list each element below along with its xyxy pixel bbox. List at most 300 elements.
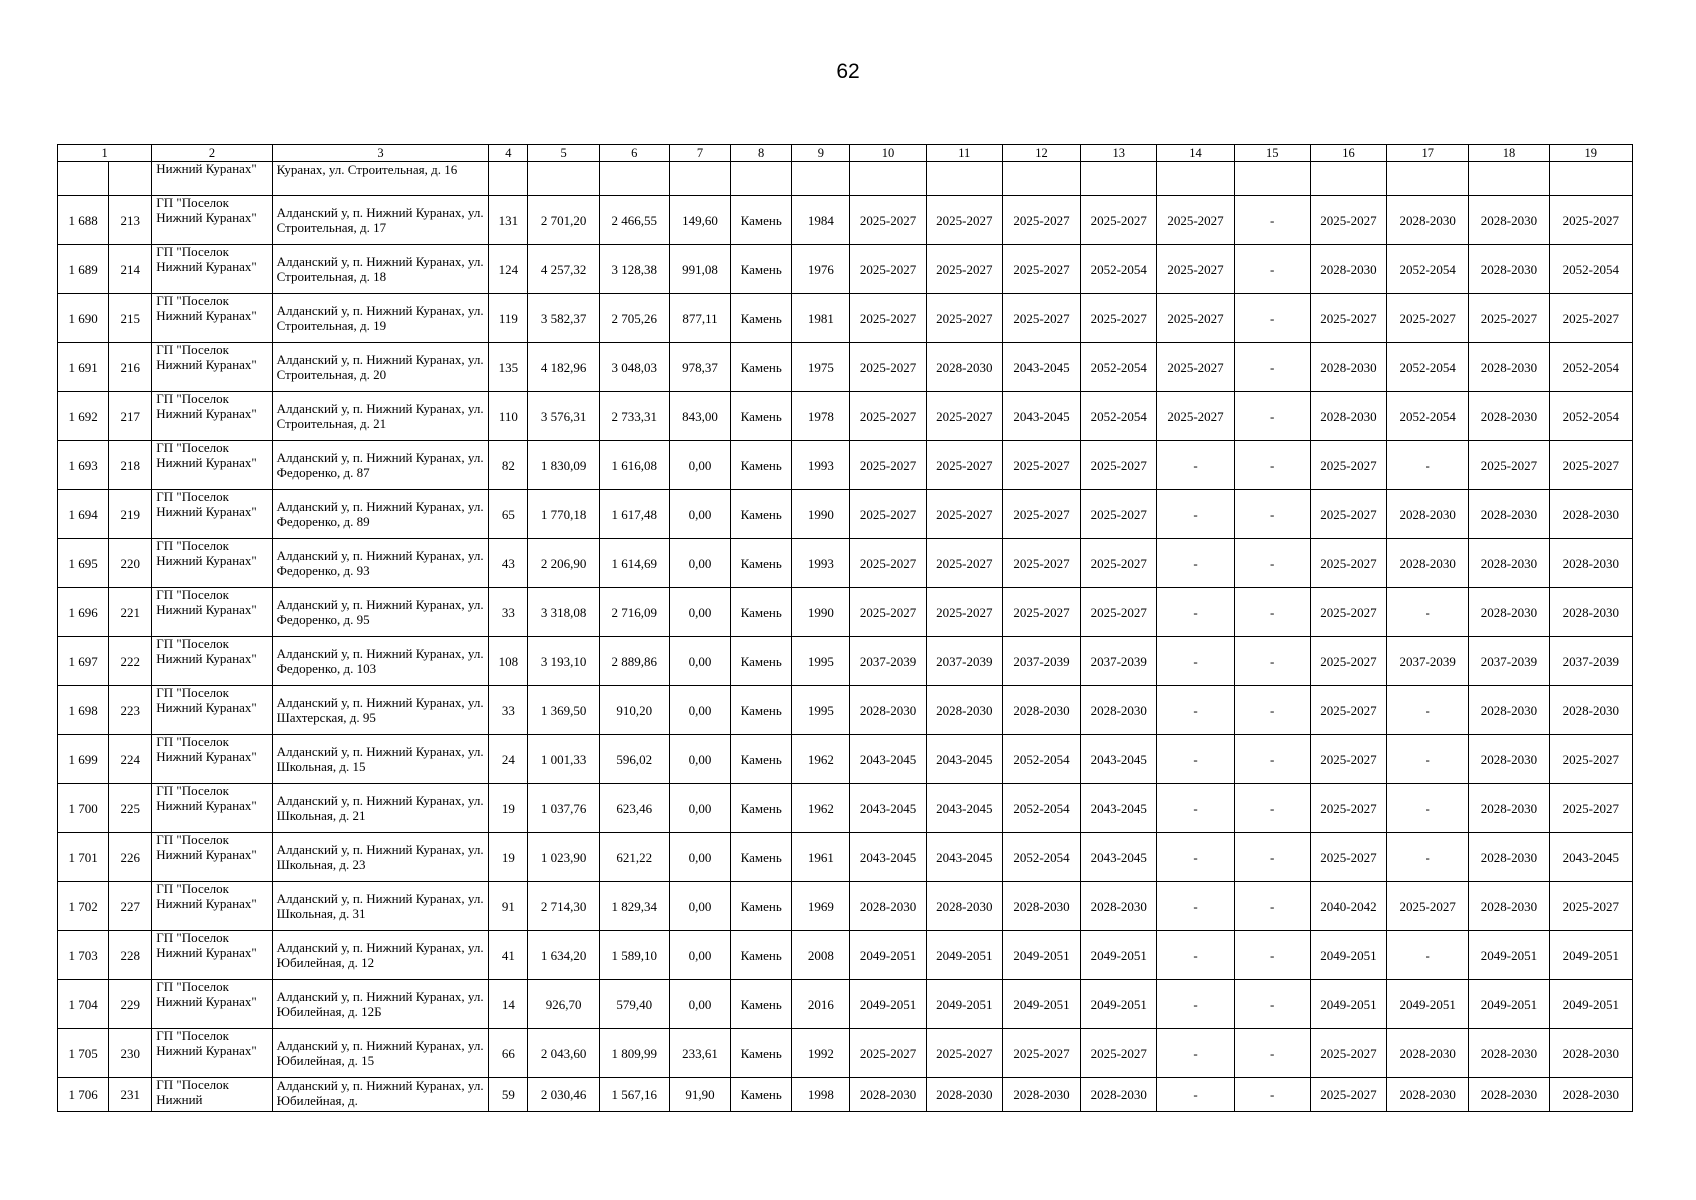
cell-col-5: 2 030,46	[528, 1078, 599, 1112]
cell-col-6: 1 829,34	[599, 882, 669, 931]
table-row	[58, 1029, 1633, 1078]
cell-col-19: 2025-2027	[1549, 441, 1632, 490]
cell-col-5: 1 634,20	[528, 931, 599, 980]
cell-col-18: 2037-2039	[1469, 637, 1549, 686]
cell-col-6: 2 716,09	[599, 588, 669, 637]
cell-col-12: 2052-2054	[1002, 784, 1080, 833]
cell-item-number: 229	[109, 980, 152, 1029]
cell-col-12: 2025-2027	[1002, 539, 1080, 588]
cell-col-11: 2028-2030	[926, 343, 1002, 392]
cell-col-19: 2025-2027	[1549, 735, 1632, 784]
cell-build-year: 1990	[792, 490, 850, 539]
cell-col-5: 1 830,09	[528, 441, 599, 490]
cell-col-14: -	[1157, 784, 1234, 833]
cell-empty	[109, 162, 152, 196]
cell-item-number: 227	[109, 882, 152, 931]
table-row	[58, 588, 1633, 637]
cell-col-16: 2040-2042	[1310, 882, 1386, 931]
cell-col-6: 3 048,03	[599, 343, 669, 392]
cell-col-10: 2028-2030	[850, 1078, 926, 1112]
cell-empty	[1234, 162, 1310, 196]
cell-item-number: 230	[109, 1029, 152, 1078]
cell-col-11: 2025-2027	[926, 490, 1002, 539]
cell-col-6: 910,20	[599, 686, 669, 735]
cell-municipality: ГП "Поселок Нижний Куранах"	[152, 441, 272, 490]
cell-col-13: 2025-2027	[1081, 539, 1157, 588]
cell-empty	[1002, 162, 1080, 196]
table-body	[58, 145, 1633, 1112]
cell-col-5: 4 257,32	[528, 245, 599, 294]
cell-col-19: 2052-2054	[1549, 245, 1632, 294]
cell-col-14: -	[1157, 882, 1234, 931]
cell-col-10: 2049-2051	[850, 980, 926, 1029]
cell-empty	[58, 162, 109, 196]
cell-municipality: ГП "Поселок Нижний Куранах"	[152, 637, 272, 686]
cell-address: Алданский у, п. Нижний Куранах, ул. Федоренко, д. 103	[272, 637, 489, 686]
cell-col-19: 2028-2030	[1549, 686, 1632, 735]
cell-col-17: -	[1387, 735, 1469, 784]
page-number: 62	[836, 60, 860, 83]
cell-col-7: 877,11	[669, 294, 730, 343]
cell-col-19: 2052-2054	[1549, 343, 1632, 392]
cell-col-6: 3 128,38	[599, 245, 669, 294]
cell-col-19: 2025-2027	[1549, 294, 1632, 343]
cell-col-10: 2049-2051	[850, 931, 926, 980]
cell-col-13: 2025-2027	[1081, 196, 1157, 245]
cell-col-11: 2025-2027	[926, 392, 1002, 441]
cell-col-15: -	[1234, 882, 1310, 931]
cell-col-15: -	[1234, 196, 1310, 245]
cell-col-19: 2028-2030	[1549, 539, 1632, 588]
column-header: 4	[489, 145, 528, 162]
cell-col-7: 0,00	[669, 980, 730, 1029]
cell-wall-material: Камень	[731, 343, 792, 392]
cell-empty	[1310, 162, 1386, 196]
cell-col-14: 2025-2027	[1157, 196, 1234, 245]
cell-col-17: 2049-2051	[1387, 980, 1469, 1029]
cell-col-16: 2025-2027	[1310, 686, 1386, 735]
column-header: 5	[528, 145, 599, 162]
cell-build-year: 1978	[792, 392, 850, 441]
cell-col-11: 2043-2045	[926, 735, 1002, 784]
cell-municipality: Нижний Куранах"	[152, 162, 272, 196]
cell-col-12: 2043-2045	[1002, 343, 1080, 392]
cell-col-5: 3 193,10	[528, 637, 599, 686]
cell-col-16: 2028-2030	[1310, 392, 1386, 441]
cell-col-7: 0,00	[669, 637, 730, 686]
cell-col-12: 2049-2051	[1002, 980, 1080, 1029]
cell-item-number: 217	[109, 392, 152, 441]
cell-municipality: ГП "Поселок Нижний Куранах"	[152, 588, 272, 637]
cell-col-16: 2025-2027	[1310, 1029, 1386, 1078]
cell-municipality: ГП "Поселок Нижний Куранах"	[152, 686, 272, 735]
cell-empty	[528, 162, 599, 196]
cell-registry-number: 1 689	[58, 245, 109, 294]
cell-col-15: -	[1234, 833, 1310, 882]
cell-build-year: 1993	[792, 441, 850, 490]
cell-col-4: 91	[489, 882, 528, 931]
cell-col-6: 2 705,26	[599, 294, 669, 343]
cell-col-12: 2037-2039	[1002, 637, 1080, 686]
cell-col-10: 2025-2027	[850, 245, 926, 294]
cell-address: Алданский у, п. Нижний Куранах, ул. Школьная, д. 21	[272, 784, 489, 833]
cell-col-5: 4 182,96	[528, 343, 599, 392]
cell-wall-material: Камень	[731, 294, 792, 343]
column-header: 8	[731, 145, 792, 162]
table-row	[58, 490, 1633, 539]
cell-wall-material: Камень	[731, 539, 792, 588]
cell-col-11: 2025-2027	[926, 294, 1002, 343]
cell-col-6: 1 617,48	[599, 490, 669, 539]
cell-col-7: 0,00	[669, 833, 730, 882]
cell-col-4: 119	[489, 294, 528, 343]
cell-build-year: 1992	[792, 1029, 850, 1078]
cell-col-18: 2028-2030	[1469, 539, 1549, 588]
cell-col-14: -	[1157, 686, 1234, 735]
cell-municipality: ГП "Поселок Нижний Куранах"	[152, 784, 272, 833]
cell-col-4: 124	[489, 245, 528, 294]
cell-wall-material: Камень	[731, 490, 792, 539]
cell-empty	[926, 162, 1002, 196]
cell-col-6: 1 614,69	[599, 539, 669, 588]
cell-build-year: 1969	[792, 882, 850, 931]
cell-col-11: 2037-2039	[926, 637, 1002, 686]
cell-col-18: 2028-2030	[1469, 784, 1549, 833]
cell-col-10: 2025-2027	[850, 343, 926, 392]
cell-col-14: -	[1157, 1078, 1234, 1112]
cell-item-number: 225	[109, 784, 152, 833]
cell-col-19: 2028-2030	[1549, 588, 1632, 637]
cell-col-5: 1 001,33	[528, 735, 599, 784]
cell-empty	[599, 162, 669, 196]
cell-col-13: 2043-2045	[1081, 833, 1157, 882]
cell-col-15: -	[1234, 343, 1310, 392]
cell-col-18: 2028-2030	[1469, 686, 1549, 735]
cell-col-15: -	[1234, 490, 1310, 539]
cell-col-12: 2052-2054	[1002, 735, 1080, 784]
cell-col-17: 2025-2027	[1387, 882, 1469, 931]
column-header: 14	[1157, 145, 1234, 162]
cell-col-19: 2028-2030	[1549, 1029, 1632, 1078]
cell-col-10: 2025-2027	[850, 490, 926, 539]
cell-build-year: 1962	[792, 784, 850, 833]
cell-col-14: -	[1157, 735, 1234, 784]
cell-col-5: 3 582,37	[528, 294, 599, 343]
cell-col-6: 1 589,10	[599, 931, 669, 980]
cell-col-11: 2028-2030	[926, 882, 1002, 931]
cell-municipality: ГП "Поселок Нижний Куранах"	[152, 343, 272, 392]
cell-col-12: 2028-2030	[1002, 882, 1080, 931]
cell-col-4: 33	[489, 686, 528, 735]
column-header: 19	[1549, 145, 1632, 162]
cell-col-12: 2052-2054	[1002, 833, 1080, 882]
cell-col-17: -	[1387, 833, 1469, 882]
cell-col-15: -	[1234, 245, 1310, 294]
cell-item-number: 222	[109, 637, 152, 686]
cell-col-17: 2052-2054	[1387, 392, 1469, 441]
cell-empty	[669, 162, 730, 196]
cell-address: Алданский у, п. Нижний Куранах, ул. Юбилейная, д. 12Б	[272, 980, 489, 1029]
cell-col-17: 2037-2039	[1387, 637, 1469, 686]
column-header: 1	[58, 145, 152, 162]
cell-col-15: -	[1234, 784, 1310, 833]
column-header: 7	[669, 145, 730, 162]
cell-col-18: 2028-2030	[1469, 343, 1549, 392]
cell-col-7: 0,00	[669, 588, 730, 637]
table-row	[58, 392, 1633, 441]
cell-registry-number: 1 693	[58, 441, 109, 490]
cell-col-15: -	[1234, 735, 1310, 784]
cell-col-6: 1 616,08	[599, 441, 669, 490]
cell-col-18: 2028-2030	[1469, 882, 1549, 931]
cell-col-5: 926,70	[528, 980, 599, 1029]
cell-empty	[731, 162, 792, 196]
cell-col-11: 2043-2045	[926, 833, 1002, 882]
cell-col-10: 2043-2045	[850, 784, 926, 833]
cell-address: Алданский у, п. Нижний Куранах, ул. Федоренко, д. 87	[272, 441, 489, 490]
cell-build-year: 1981	[792, 294, 850, 343]
cell-col-7: 0,00	[669, 931, 730, 980]
cell-registry-number: 1 690	[58, 294, 109, 343]
cell-col-13: 2052-2054	[1081, 343, 1157, 392]
cell-col-16: 2028-2030	[1310, 343, 1386, 392]
cell-wall-material: Камень	[731, 588, 792, 637]
table-row	[58, 245, 1633, 294]
cell-col-16: 2025-2027	[1310, 833, 1386, 882]
column-header: 15	[1234, 145, 1310, 162]
cell-col-17: -	[1387, 588, 1469, 637]
cell-col-18: 2028-2030	[1469, 196, 1549, 245]
cell-col-11: 2025-2027	[926, 588, 1002, 637]
cell-col-15: -	[1234, 392, 1310, 441]
cell-col-15: -	[1234, 588, 1310, 637]
cell-col-15: -	[1234, 637, 1310, 686]
cell-col-5: 1 770,18	[528, 490, 599, 539]
cell-col-5: 3 576,31	[528, 392, 599, 441]
cell-col-13: 2025-2027	[1081, 294, 1157, 343]
cell-registry-number: 1 700	[58, 784, 109, 833]
cell-col-10: 2025-2027	[850, 294, 926, 343]
cell-municipality: ГП "Поселок Нижний Куранах"	[152, 392, 272, 441]
cell-address: Алданский у, п. Нижний Куранах, ул. Строительная, д. 21	[272, 392, 489, 441]
cell-col-14: -	[1157, 931, 1234, 980]
column-header: 9	[792, 145, 850, 162]
cell-registry-number: 1 702	[58, 882, 109, 931]
cell-registry-number: 1 701	[58, 833, 109, 882]
cell-build-year: 2008	[792, 931, 850, 980]
cell-col-12: 2028-2030	[1002, 1078, 1080, 1112]
cell-empty	[792, 162, 850, 196]
cell-col-14: 2025-2027	[1157, 343, 1234, 392]
cell-col-4: 82	[489, 441, 528, 490]
cell-col-12: 2025-2027	[1002, 196, 1080, 245]
cell-col-4: 66	[489, 1029, 528, 1078]
cell-wall-material: Камень	[731, 882, 792, 931]
cell-col-18: 2049-2051	[1469, 931, 1549, 980]
cell-col-13: 2028-2030	[1081, 882, 1157, 931]
register-table	[57, 144, 1633, 1112]
cell-col-10: 2043-2045	[850, 833, 926, 882]
column-header: 12	[1002, 145, 1080, 162]
cell-item-number: 228	[109, 931, 152, 980]
cell-registry-number: 1 692	[58, 392, 109, 441]
cell-col-4: 19	[489, 833, 528, 882]
cell-municipality: ГП "Поселок Нижний Куранах"	[152, 539, 272, 588]
cell-col-19: 2025-2027	[1549, 882, 1632, 931]
cell-col-12: 2025-2027	[1002, 1029, 1080, 1078]
cell-col-12: 2025-2027	[1002, 441, 1080, 490]
cell-col-15: -	[1234, 294, 1310, 343]
cell-col-11: 2025-2027	[926, 245, 1002, 294]
cell-col-7: 0,00	[669, 686, 730, 735]
cell-col-5: 2 043,60	[528, 1029, 599, 1078]
cell-col-15: -	[1234, 980, 1310, 1029]
cell-build-year: 1975	[792, 343, 850, 392]
cell-col-12: 2049-2051	[1002, 931, 1080, 980]
cell-build-year: 1998	[792, 1078, 850, 1112]
cell-municipality: ГП "Поселок Нижний Куранах"	[152, 1029, 272, 1078]
cell-col-11: 2025-2027	[926, 1029, 1002, 1078]
cell-col-19: 2025-2027	[1549, 784, 1632, 833]
cell-wall-material: Камень	[731, 196, 792, 245]
cell-col-13: 2049-2051	[1081, 931, 1157, 980]
cell-col-14: -	[1157, 588, 1234, 637]
cell-col-14: -	[1157, 833, 1234, 882]
cell-col-14: -	[1157, 441, 1234, 490]
cell-item-number: 223	[109, 686, 152, 735]
cell-col-10: 2043-2045	[850, 735, 926, 784]
table-row	[58, 637, 1633, 686]
cell-municipality: ГП "Поселок Нижний Куранах"	[152, 490, 272, 539]
cell-registry-number: 1 696	[58, 588, 109, 637]
cell-col-6: 579,40	[599, 980, 669, 1029]
cell-municipality: ГП "Поселок Нижний	[152, 1078, 272, 1112]
cell-wall-material: Камень	[731, 735, 792, 784]
cell-col-10: 2025-2027	[850, 441, 926, 490]
cell-col-18: 2028-2030	[1469, 1029, 1549, 1078]
cell-address: Алданский у, п. Нижний Куранах, ул. Школьная, д. 23	[272, 833, 489, 882]
cell-col-5: 1 023,90	[528, 833, 599, 882]
cell-col-16: 2025-2027	[1310, 196, 1386, 245]
cell-col-13: 2049-2051	[1081, 980, 1157, 1029]
cell-municipality: ГП "Поселок Нижний Куранах"	[152, 833, 272, 882]
cell-col-13: 2052-2054	[1081, 392, 1157, 441]
cell-col-10: 2025-2027	[850, 196, 926, 245]
cell-empty	[1081, 162, 1157, 196]
cell-col-13: 2025-2027	[1081, 490, 1157, 539]
cell-col-10: 2028-2030	[850, 882, 926, 931]
cell-col-12: 2025-2027	[1002, 490, 1080, 539]
cell-col-16: 2025-2027	[1310, 539, 1386, 588]
cell-col-13: 2052-2054	[1081, 245, 1157, 294]
cell-col-6: 621,22	[599, 833, 669, 882]
cell-address: Алданский у, п. Нижний Куранах, ул. Строительная, д. 20	[272, 343, 489, 392]
cell-col-17: 2052-2054	[1387, 343, 1469, 392]
cell-col-17: 2028-2030	[1387, 196, 1469, 245]
cell-col-15: -	[1234, 539, 1310, 588]
cell-item-number: 231	[109, 1078, 152, 1112]
cell-col-12: 2043-2045	[1002, 392, 1080, 441]
cell-empty	[1387, 162, 1469, 196]
cell-municipality: ГП "Поселок Нижний Куранах"	[152, 980, 272, 1029]
cell-registry-number: 1 699	[58, 735, 109, 784]
cell-col-18: 2028-2030	[1469, 245, 1549, 294]
cell-municipality: ГП "Поселок Нижний Куранах"	[152, 245, 272, 294]
cell-col-7: 233,61	[669, 1029, 730, 1078]
cell-col-4: 19	[489, 784, 528, 833]
cell-col-19: 2028-2030	[1549, 490, 1632, 539]
cell-wall-material: Камень	[731, 637, 792, 686]
cell-col-17: 2052-2054	[1387, 245, 1469, 294]
cell-col-6: 623,46	[599, 784, 669, 833]
cell-col-19: 2025-2027	[1549, 196, 1632, 245]
cell-col-10: 2028-2030	[850, 686, 926, 735]
cell-col-5: 1 037,76	[528, 784, 599, 833]
cell-item-number: 215	[109, 294, 152, 343]
cell-col-4: 135	[489, 343, 528, 392]
cell-col-16: 2025-2027	[1310, 784, 1386, 833]
cell-col-11: 2025-2027	[926, 539, 1002, 588]
cell-col-7: 0,00	[669, 441, 730, 490]
cell-col-6: 2 889,86	[599, 637, 669, 686]
column-header: 17	[1387, 145, 1469, 162]
table-row	[58, 980, 1633, 1029]
cell-address: Алданский у, п. Нижний Куранах, ул. Юбилейная, д. 12	[272, 931, 489, 980]
table-row	[58, 882, 1633, 931]
cell-col-18: 2028-2030	[1469, 490, 1549, 539]
cell-col-4: 41	[489, 931, 528, 980]
cell-registry-number: 1 704	[58, 980, 109, 1029]
cell-col-10: 2037-2039	[850, 637, 926, 686]
cell-col-11: 2028-2030	[926, 686, 1002, 735]
cell-col-15: -	[1234, 441, 1310, 490]
cell-empty	[850, 162, 926, 196]
cell-address: Алданский у, п. Нижний Куранах, ул. Федоренко, д. 89	[272, 490, 489, 539]
column-header: 3	[272, 145, 489, 162]
table-row	[58, 196, 1633, 245]
cell-col-16: 2025-2027	[1310, 637, 1386, 686]
cell-col-13: 2043-2045	[1081, 784, 1157, 833]
cell-col-6: 1 809,99	[599, 1029, 669, 1078]
cell-col-17: 2028-2030	[1387, 490, 1469, 539]
column-header: 18	[1469, 145, 1549, 162]
cell-wall-material: Камень	[731, 392, 792, 441]
cell-col-5: 2 206,90	[528, 539, 599, 588]
cell-item-number: 219	[109, 490, 152, 539]
cell-col-18: 2028-2030	[1469, 833, 1549, 882]
cell-build-year: 1962	[792, 735, 850, 784]
cell-col-14: 2025-2027	[1157, 245, 1234, 294]
cell-address: Алданский у, п. Нижний Куранах, ул. Школьная, д. 15	[272, 735, 489, 784]
cell-col-10: 2025-2027	[850, 588, 926, 637]
cell-col-11: 2043-2045	[926, 784, 1002, 833]
cell-build-year: 2016	[792, 980, 850, 1029]
cell-build-year: 1993	[792, 539, 850, 588]
cell-col-18: 2028-2030	[1469, 588, 1549, 637]
cell-col-16: 2049-2051	[1310, 931, 1386, 980]
cell-col-19: 2049-2051	[1549, 980, 1632, 1029]
cell-municipality: ГП "Поселок Нижний Куранах"	[152, 196, 272, 245]
cell-col-14: -	[1157, 980, 1234, 1029]
cell-col-17: -	[1387, 686, 1469, 735]
cell-col-5: 2 714,30	[528, 882, 599, 931]
table-row	[58, 686, 1633, 735]
cell-col-15: -	[1234, 1078, 1310, 1112]
cell-wall-material: Камень	[731, 980, 792, 1029]
cell-item-number: 216	[109, 343, 152, 392]
cell-col-18: 2028-2030	[1469, 1078, 1549, 1112]
cell-registry-number: 1 705	[58, 1029, 109, 1078]
